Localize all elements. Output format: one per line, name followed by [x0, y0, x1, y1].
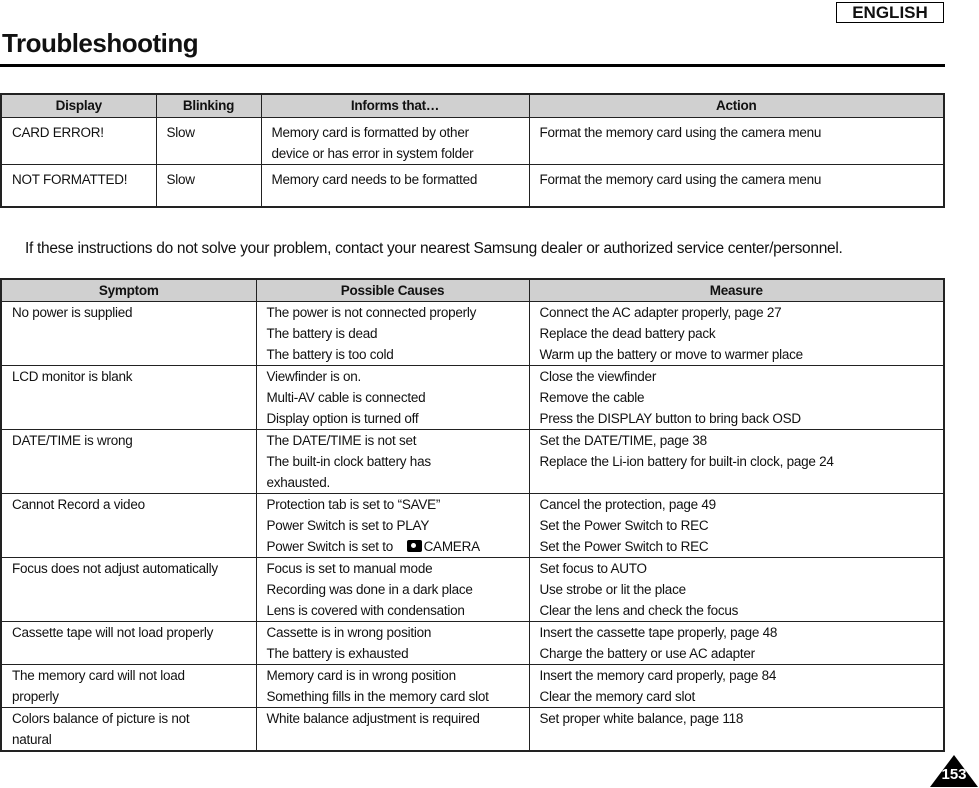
cell-line: Set proper white balance, page 118	[539, 711, 744, 726]
table-row	[1, 558, 944, 622]
table-cell	[1, 665, 256, 708]
cell-line: Slow	[166, 172, 195, 187]
cell-line: Focus is set to manual mode	[266, 561, 433, 576]
cell-line: Lens is covered with condensation	[266, 603, 465, 618]
table-row	[1, 430, 944, 494]
table-cell	[261, 118, 529, 165]
cell-line: Close the viewfinder	[539, 369, 657, 384]
cell-line: natural	[12, 732, 52, 747]
cell-line: Replace the Li-ion battery for built-in clock, page 24	[539, 454, 834, 469]
cell-line: Cannot Record a video	[12, 497, 145, 512]
table-cell	[156, 165, 261, 207]
cell-line: Connect the AC adapter properly, page 27	[539, 305, 782, 320]
table-cell	[529, 302, 944, 366]
table-cell	[256, 708, 529, 752]
cell-line: Recording was done in a dark place	[266, 582, 473, 597]
table-cell	[1, 302, 256, 366]
cell-line: Remove the cable	[539, 390, 645, 405]
table-cell	[256, 494, 529, 558]
table-row	[1, 366, 944, 430]
table-cell	[1, 118, 156, 165]
cell-line: Power Switch is set to PLAY	[266, 518, 430, 533]
cell-line: Format the memory card using the camera menu	[539, 125, 822, 140]
cell-line: Colors balance of picture is not	[12, 711, 190, 726]
page-title: Troubleshooting	[2, 28, 199, 58]
cell-line: The built-in clock battery has	[266, 454, 431, 469]
cell-line: The memory card will not load	[12, 668, 185, 683]
table-row	[1, 622, 944, 665]
table-row	[1, 118, 944, 165]
table-cell	[256, 302, 529, 366]
cell-line: Replace the dead battery pack	[539, 326, 716, 341]
cell-line: Focus does not adjust automatically	[12, 561, 218, 576]
column-header: Action	[529, 94, 944, 118]
cell-line: Memory card is formatted by other	[271, 125, 469, 140]
table-cell	[529, 622, 944, 665]
column-header: Blinking	[156, 94, 261, 118]
table-row	[1, 494, 944, 558]
cell-line: Power Switch is set to [camera-icon] CAMERA	[266, 539, 480, 554]
cell-line: The power is not connected properly	[266, 305, 477, 320]
cell-line: Insert the cassette tape properly, page 48	[539, 625, 778, 640]
table-cell	[529, 558, 944, 622]
cell-line: Cassette is in wrong position	[266, 625, 432, 640]
table-cell	[256, 665, 529, 708]
column-header: Informs that…	[261, 94, 529, 118]
table-cell	[1, 708, 256, 752]
cell-line: Something fills in the memory card slot	[266, 689, 489, 704]
display-message-table	[0, 93, 945, 208]
cell-line: Charge the battery or use AC adapter	[539, 646, 755, 661]
table-row	[1, 165, 944, 207]
cell-line: Cassette tape will not load properly	[12, 625, 214, 640]
cell-line: DATE/TIME is wrong	[12, 433, 133, 448]
table-cell	[1, 622, 256, 665]
table-cell	[261, 165, 529, 207]
table-cell	[1, 366, 256, 430]
table-cell	[529, 665, 944, 708]
table-cell	[256, 558, 529, 622]
cell-line: The battery is dead	[266, 326, 378, 341]
language-tab: ENGLISH	[836, 2, 944, 23]
cell-line: Set the Power Switch to REC	[539, 518, 709, 533]
table-cell	[529, 165, 944, 207]
cell-line: NOT FORMATTED!	[12, 172, 128, 187]
table-cell	[1, 165, 156, 207]
cell-line: White balance adjustment is required	[266, 711, 480, 726]
table-cell	[529, 708, 944, 752]
support-note: If these instructions do not solve your problem, contact your nearest Samsung dealer or authorized service center/personnel.	[25, 240, 843, 257]
table-cell	[529, 430, 944, 494]
cell-line: Warm up the battery or move to warmer place	[539, 347, 803, 362]
cell-line: Cancel the protection, page 49	[539, 497, 716, 512]
cell-line: Press the DISPLAY button to bring back OSD	[539, 411, 801, 426]
table-cell	[256, 622, 529, 665]
cell-line: The battery is exhausted	[266, 646, 409, 661]
title-rule	[0, 64, 945, 67]
cell-line: Clear the lens and check the focus	[539, 603, 739, 618]
page-number: 153	[941, 766, 967, 783]
cell-line: Clear the memory card slot	[539, 689, 696, 704]
cell-line: Viewfinder is on.	[266, 369, 362, 384]
cell-line: properly	[12, 689, 59, 704]
table-cell	[529, 494, 944, 558]
column-header: Symptom	[1, 279, 256, 302]
symptom-table	[0, 278, 945, 752]
table-row	[1, 665, 944, 708]
cell-line: Format the memory card using the camera menu	[539, 172, 822, 187]
cell-line: CARD ERROR!	[12, 125, 104, 140]
cell-line: Insert the memory card properly, page 84	[539, 668, 777, 683]
cell-line: Memory card is in wrong position	[266, 668, 456, 683]
cell-line: Memory card needs to be formatted	[271, 172, 478, 187]
table-cell	[256, 366, 529, 430]
cell-line: Slow	[166, 125, 195, 140]
cell-line: Protection tab is set to “SAVE”	[266, 497, 441, 512]
table-cell	[1, 558, 256, 622]
cell-line: Set the Power Switch to REC	[539, 539, 709, 554]
cell-line: LCD monitor is blank	[12, 369, 133, 384]
table-cell	[529, 118, 944, 165]
cell-line: Set the DATE/TIME, page 38	[539, 433, 707, 448]
cell-line: Use strobe or lit the place	[539, 582, 686, 597]
table-header	[1, 94, 944, 118]
camera-icon: [camera-icon]	[407, 540, 422, 552]
cell-line: Multi-AV cable is connected	[266, 390, 426, 405]
table-row	[1, 302, 944, 366]
table-cell	[1, 430, 256, 494]
table-cell	[156, 118, 261, 165]
column-header: Display	[1, 94, 156, 118]
table-cell	[1, 494, 256, 558]
cell-line: No power is supplied	[12, 305, 133, 320]
cell-line: exhausted.	[266, 475, 331, 490]
table-cell	[256, 430, 529, 494]
cell-line: device or has error in system folder	[271, 146, 474, 161]
cell-line: The battery is too cold	[266, 347, 394, 362]
table-row	[1, 708, 944, 752]
column-header: Measure	[529, 279, 944, 302]
cell-line: Set focus to AUTO	[539, 561, 647, 576]
table-cell	[529, 366, 944, 430]
cell-line: Display option is turned off	[266, 411, 419, 426]
column-header: Possible Causes	[256, 279, 529, 302]
cell-line: The DATE/TIME is not set	[266, 433, 417, 448]
table-header	[1, 279, 944, 302]
